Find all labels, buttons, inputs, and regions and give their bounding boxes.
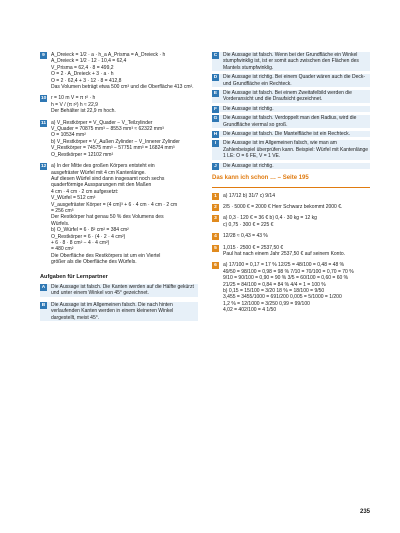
solution-line: Der Behälter ist 22,9 m hoch. (51, 108, 116, 115)
exercise-number: 12 (41, 164, 47, 170)
task-letter: E (213, 91, 218, 97)
task-letter: G (213, 116, 218, 122)
solution-line: 49/50 = 98/100 = 0,98 = 98 % 7/10 = 70/100 = 0,70 = 70 % (223, 268, 354, 275)
solution-line: V_Restkörper = 74575 mm³ − 57751 mm³ = 16824 mm³ (51, 145, 175, 152)
task-answer: Die Aussage ist falsch. Die Kanten werden auf die Hälfte gekürzt und unter einem Winkel von 45° gezeichnet. (51, 284, 194, 297)
exercise-number: 5 (212, 245, 219, 252)
review-exercise-4 (212, 233, 370, 239)
solution-line: O_Restkörper = 6 · (4 · 2 · 4 cm²) (51, 233, 126, 240)
task-answer: Die Aussage ist falsch. Die Mantelfläche ist ein Rechteck. (223, 131, 351, 138)
task-answer: Die Aussage ist richtig. (223, 105, 274, 112)
solution-line: a) 0,3 · 120 € = 36 € b) 0,4 · 30 kg = 12 kg (223, 215, 317, 222)
exercise-12 (40, 163, 198, 266)
solution-line: 4,02 = 402/100 = 4 1/50 (223, 307, 277, 314)
exercise-number: 1 (212, 193, 219, 200)
task-answer: Die Aussage ist falsch. Wenn bei der Grundfläche ein Winkel stumpfwinklig ist, ist er somit auch zwischen den Flächen des Mantels stumpfwinklig. (223, 52, 359, 71)
solution-line: a) V_Restkörper = V_Quader − V_Teilzylinder (51, 119, 153, 126)
solution-line: b) V_Restkörper = V_Außen Zylinder − V_Innerer Zylinder (51, 138, 180, 145)
solution-line: Die Oberfläche des Restkörpers ist um ein Viertel (51, 252, 161, 259)
solution-line: A_Dreieck = 1/2 · 12 · 10,4 = 62,4 (51, 58, 127, 65)
solution-line: Der Restkörper hat genau 50 % des Volumens des (51, 214, 164, 221)
exercise-number: 4 (212, 233, 219, 240)
solution-line: 12/28 ≈ 0,43 = 43 % (223, 233, 268, 240)
solution-line: b) O_Würfel = 6 · 8² cm² = 384 cm² (51, 227, 129, 234)
exercise-number: 3 (212, 215, 219, 222)
solution-line: h = V / (π r²) h ≈ 22,9 (51, 101, 98, 108)
exercise-10 (40, 95, 198, 114)
solution-line: Würfels. (51, 220, 70, 227)
review-exercise-2 (212, 204, 370, 210)
exercise-number: 10 (41, 96, 47, 102)
task-b (40, 302, 198, 321)
review-exercise-1 (212, 193, 370, 199)
solution-line: 2/5 · 5000 € = 2000 € Herr Schwarz bekommt 2000 €. (223, 203, 343, 210)
task-letter: D (213, 75, 218, 81)
section-divider (212, 187, 370, 188)
task-letter: A (41, 285, 46, 290)
solution-line: größer als die Oberfläche des Würfels. (51, 259, 137, 266)
solution-line: quaderförmige Aussparungen mit den Maßen (51, 182, 152, 189)
task-answer: Die Aussage ist im Allgemeinen falsch. Die nach hinten verlaufenden Kanten werden in einem kleineren Winkel dargestellt, meist 45°. (51, 301, 174, 321)
solution-line: O_Restkörper = 12102 mm² (51, 151, 114, 158)
review-exercise-3 (212, 215, 370, 228)
page-number: 235 (359, 509, 370, 515)
task-h (212, 131, 370, 137)
solution-line: = 256 cm³ (51, 207, 74, 214)
solution-line: Das Volumen beträgt etwa 500 cm³ und die Oberfläche 413 cm². (51, 84, 194, 91)
solution-line: r = 10 m V = π r² · h (51, 95, 96, 102)
solution-line: O = 2 · 62,4 + 3 · 12 · 8 = 412,8 (51, 77, 122, 84)
solution-line: V_Würfel = 512 cm³ (51, 195, 96, 202)
task-f (212, 106, 370, 112)
task-answer: Die Aussage ist falsch. Verdoppelt man den Radius, wird die Grundfläche viermal so groß. (223, 115, 357, 128)
exercise-number: 9 (40, 52, 47, 59)
solution-line: O = 10534 mm² (51, 132, 86, 139)
task-letter: J (212, 163, 219, 170)
solution-line: a) In der Mitte des großen Körpers entsteht ein (51, 163, 155, 170)
section-title: Das kann ich schon … – Seite 195 (212, 175, 309, 182)
solution-line: 1,015 · 2500 € = 2537,50 € (223, 244, 284, 251)
task-answer: Die Aussage ist falsch. Bei einem Zweitafelbild werden die Vorderansicht und die Draufsicht gezeichnet. (223, 90, 352, 103)
task-answer: Die Aussage ist im Allgemeinen falsch, wie man am Zahlenbeispiel überprüfen kann. Beispiel: Würfel mit Kantenlänge 1 LE: O = 6 FE, V = 1 VE. (223, 140, 369, 160)
solution-line: 21/25 = 84/100 = 0,84 = 84 % 4/4 = 1 = 100 % (223, 281, 326, 288)
task-answer: Die Aussage ist richtig. (223, 162, 274, 169)
task-letter: C (213, 53, 218, 58)
review-exercise-6 (212, 262, 370, 313)
solution-line: c) 0,75 · 300 € = 225 € (223, 221, 274, 228)
exercise-11 (40, 120, 198, 158)
task-letter: B (41, 302, 46, 308)
solution-line: ausgefräster Würfel mit 4 cm Kantenlänge. (51, 169, 146, 176)
exercise-number: 6 (212, 262, 219, 269)
solution-line: b) 0,15 = 15/100 = 3/20 18 % = 18/100 = 9/50 (223, 287, 325, 294)
task-a (40, 284, 198, 297)
solution-line: = 480 cm² (51, 246, 74, 253)
solution-line: a) 17/12 b) 31/7 c) 9/14 (223, 192, 275, 199)
solution-line: A_Dreieck = 1/2 · a · h_a A_Prisma = A_Dreieck · h (51, 52, 166, 58)
task-letter: H (213, 132, 218, 138)
solution-line: 9/10 = 90/100 = 0,90 = 90 % 3/5 = 60/100 = 0,60 = 60 % (223, 275, 349, 282)
solution-line: Paul hat nach einem Jahr 2537,50 € auf seinem Konto. (223, 250, 346, 257)
review-exercise-5 (212, 245, 370, 258)
solution-line: O = 2 · A_Dreieck + 3 · a · h (51, 71, 114, 78)
solution-line: 1,2 % = 12/1000 = 3/250 0,99 = 99/100 (223, 300, 310, 307)
task-g (212, 115, 370, 128)
exercise-9 (40, 52, 198, 90)
task-j (212, 163, 370, 169)
solution-line: a) 17/100 = 0,17 = 17 % 12/25 = 48/100 = 0,48 = 48 % (223, 262, 345, 269)
task-answer: Die Aussage ist richtig. Bei einem Quader wären auch die Deck- und Grundfläche ein Rechteck. (223, 74, 366, 87)
exercise-number: 2 (212, 204, 219, 211)
right-column (212, 52, 370, 319)
task-d (212, 74, 370, 87)
solution-line: V_Quader = 70875 mm³ − 8553 mm³ ≈ 62322 mm³ (51, 126, 164, 133)
task-letter: I (212, 140, 219, 147)
task-e (212, 90, 370, 103)
solution-line: + 6 · 8 · 8 cm² − 4 · 4 cm²) (51, 239, 110, 246)
exercise-number: 11 (41, 120, 47, 126)
task-c (212, 52, 370, 71)
solution-line: 4 cm · 4 cm · 2 cm aufgesetzt: (51, 188, 119, 195)
tasks-heading: Aufgaben für Lernpartner (40, 273, 108, 280)
solution-line: V_ausgefräster Körper = (4 cm)³ + 6 · 4 cm · 4 cm · 2 cm (51, 201, 178, 208)
solution-line: Auf diesen Würfel sind dann insgesamt noch sechs (51, 175, 165, 182)
task-i (212, 140, 370, 159)
task-letter: F (212, 106, 219, 113)
left-column (40, 52, 198, 326)
solution-line: 3,455 = 3455/1000 = 691/200 0,005 = 5/1000 = 1/200 (223, 294, 342, 301)
solution-line: V_Prisma = 62,4 · 8 = 499,2 (51, 64, 114, 71)
